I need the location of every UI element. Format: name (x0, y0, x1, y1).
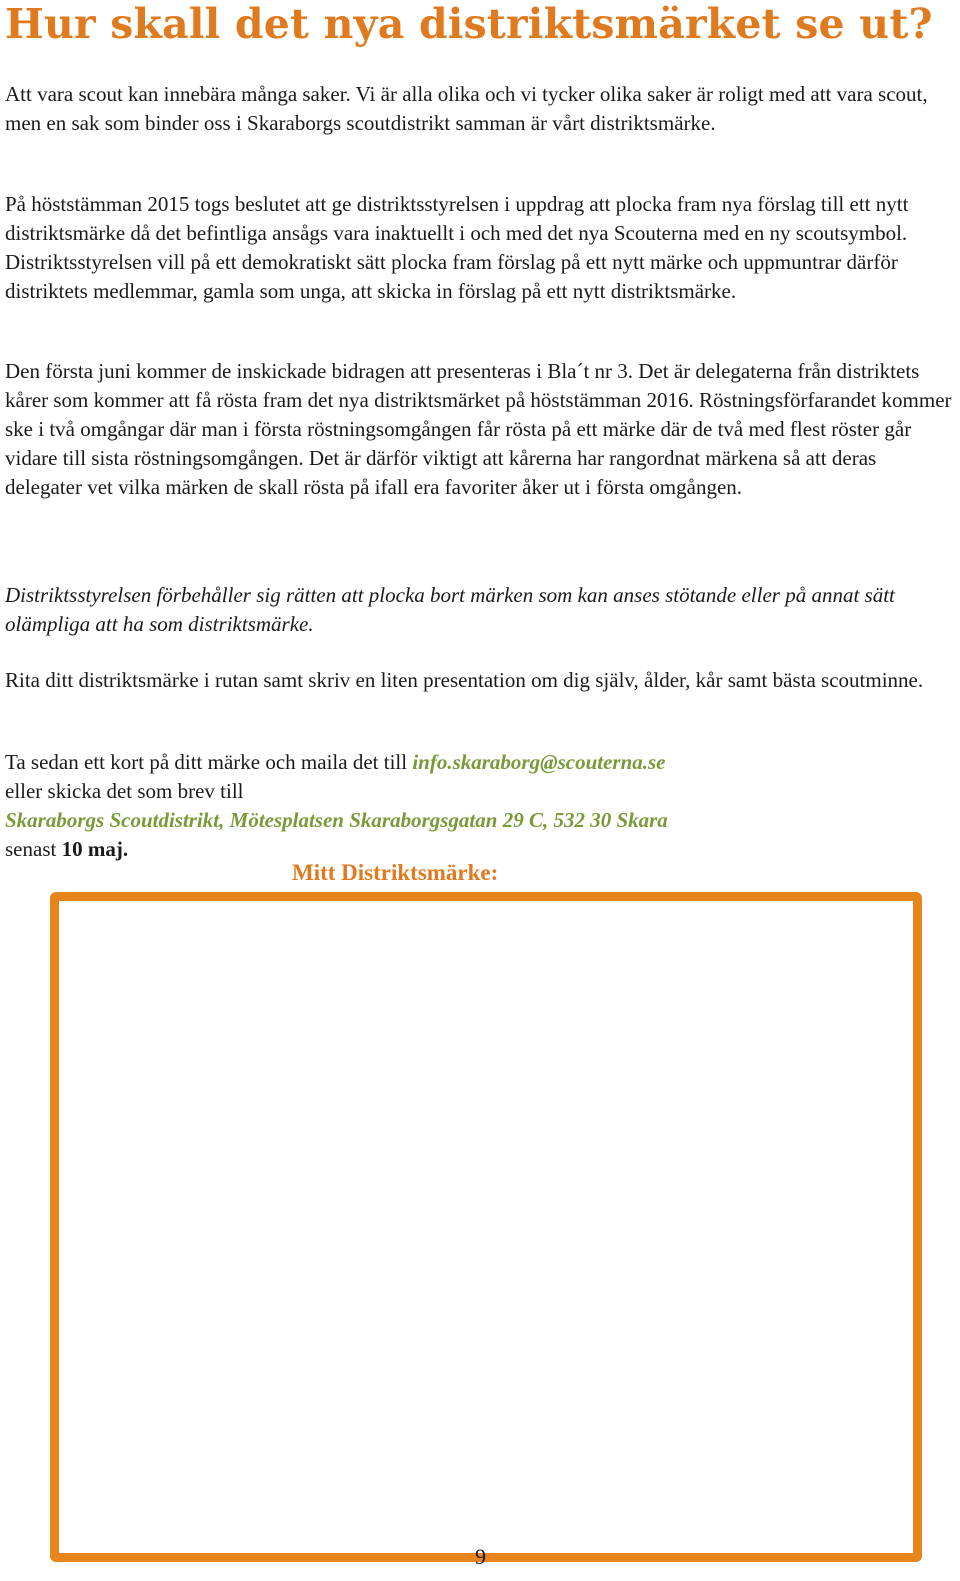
drawing-box-label: Mitt Distriktsmärke: (292, 860, 499, 885)
intro-paragraph: Att vara scout kan innebära många saker. Vi är alla olika och vi tycker olika saker är roligt med att vara scout, men en sak som binder oss i Skaraborgs scoutdistrikt samman är vårt distriktsmärke. (5, 82, 928, 135)
disclaimer-paragraph: Distriktsstyrelsen förbehåller sig rätten att plocka bort märken som kan anses stötande eller på annat sätt olämpliga att ha som distriktsmärke. (5, 583, 895, 636)
process-paragraph: Den första juni kommer de inskickade bidragen att presenteras i Bla´t nr 3. Det är delegaterna från distriktets kårer som kommer att få rösta fram det nya distriktsmärket på höststämman 2016. Röstningsförfarandet kommer ske i två omgångar där man i första röstningsomgången får rösta på ett märke där de två med flest röster går vidare till sista röstningsomgången. Det är därför viktigt att kårerna har rangordnat märkena så att deras delegater vet vilka märken de skall rösta på ifall era favoriter åker ut i första omgången. (5, 359, 952, 499)
deadline-date: 10 maj. (61, 837, 129, 861)
page-title: Hur skall det nya distriktsmärket se ut? (5, 0, 933, 48)
instruction-paragraph: Rita ditt distriktsmärke i rutan samt skriv en liten presentation om dig själv, ålder, kår samt bästa scoutminne. (5, 668, 924, 692)
decision-paragraph: På höststämman 2015 togs beslutet att ge distriktsstyrelsen i uppdrag att plocka fram nya förslag till ett nytt distriktsmärke då det befintliga ansågs vara inaktuellt i och med det nya Scouterna med en ny scoutsymbol. Distriktsstyrelsen vill på ett demokratiskt sätt plocka fram förslag på ett nytt märke och uppmuntrar därför distriktets medlemmar, gamla som unga, att skicka in förslag på ett nytt distriktsmärke. (5, 192, 909, 303)
mail-line: eller skicka det som brev till (5, 779, 244, 803)
page-number: 9 (475, 1544, 486, 1569)
postal-address: Skaraborgs Scoutdistrikt, Mötesplatsen Skaraborgsgatan 29 C, 532 30 Skara (5, 808, 668, 832)
email-link[interactable]: info.skaraborg@scouterna.se (412, 750, 666, 774)
email-line (5, 748, 955, 777)
email-prefix: Ta sedan ett kort på ditt märke och maila det till (5, 750, 413, 774)
submission-block (5, 748, 955, 864)
deadline-prefix: senast (5, 837, 62, 861)
drawing-box (50, 892, 922, 1562)
